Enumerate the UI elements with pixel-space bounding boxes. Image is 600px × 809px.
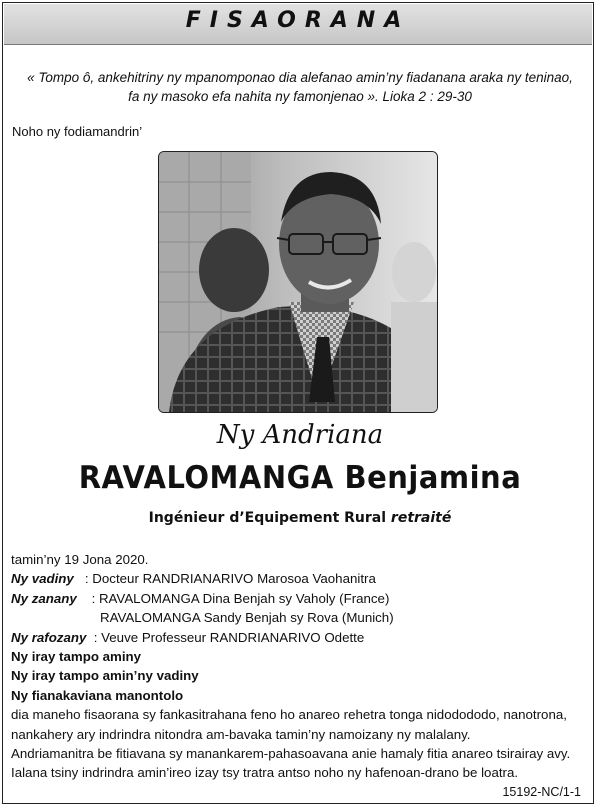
family-line-3: Ny fianakaviana manontolo [11, 687, 184, 703]
spouse-row [11, 569, 591, 588]
greeting-text: Noho ny fodiamandrin’ [12, 124, 143, 139]
deceased-name: RAVALOMANGA Benjamina [78, 458, 522, 496]
quote-line-1: « Tompo ô, ankehitriny ny mpanomponao dia alefanao amin’ny fiadanana araka ny teninao, [27, 70, 573, 85]
thanks-line-2: nankahery ary indrindra nitondra am-bavaka tamin’ny namoizany ny malalany. [11, 726, 471, 742]
honorific-title: Ny Andriana [216, 420, 384, 450]
role-suffix: retraité [390, 510, 452, 526]
portrait-photo [158, 151, 438, 413]
notice-body [11, 550, 591, 802]
date-line: tamin’ny 19 Jona 2020. [11, 552, 149, 567]
quote-line-2: fa ny masoko efa nahita ny famonjenao ». Lioka 2 : 29-30 [128, 89, 472, 104]
role-text: Ingénieur d’Equipement Rural [148, 510, 387, 526]
in-law-value: : Veuve Professeur RANDRIANARIVO Odette [93, 629, 365, 645]
family-line-2: Ny iray tampo amin’ny vadiny [11, 668, 199, 684]
page-title: FISAORANA [185, 8, 411, 33]
children-row [11, 589, 591, 608]
family-line-1: Ny iray tampo aminy [11, 649, 142, 665]
header-banner [4, 4, 592, 45]
children-value-1: : RAVALOMANGA Dina Benjah sy Vaholy (France) [91, 590, 390, 606]
bible-quote [20, 68, 580, 106]
deceased-role [0, 510, 600, 526]
thanks-line-3: Andriamanitra be fitiavana sy manankarem-pahasoavana anie hamaly fitia anareo tsirairay avy. [11, 746, 571, 762]
in-law-row [11, 628, 591, 647]
reference-code: 15192-NC/1-1 [502, 784, 581, 799]
children-label: Ny zanany [11, 590, 77, 606]
portrait-image [159, 152, 437, 412]
spouse-label: Ny vadiny [11, 571, 74, 587]
in-law-label: Ny rafozany [11, 629, 87, 645]
thanks-line-4: Ialana tsiny indrindra amin’ireo izay tsy tratra antso noho ny hafenoan-drano be loatra. [11, 765, 519, 781]
spouse-value: : Docteur RANDRIANARIVO Marosoa Vaohanitra [84, 571, 376, 587]
children-value-2: RAVALOMANGA Sandy Benjah sy Rova (Munich) [100, 610, 394, 626]
thanks-line-1: dia maneho fisaorana sy fankasitrahana feno ho anareo rehetra tonga nidodododo, nanotrona, [11, 707, 567, 723]
